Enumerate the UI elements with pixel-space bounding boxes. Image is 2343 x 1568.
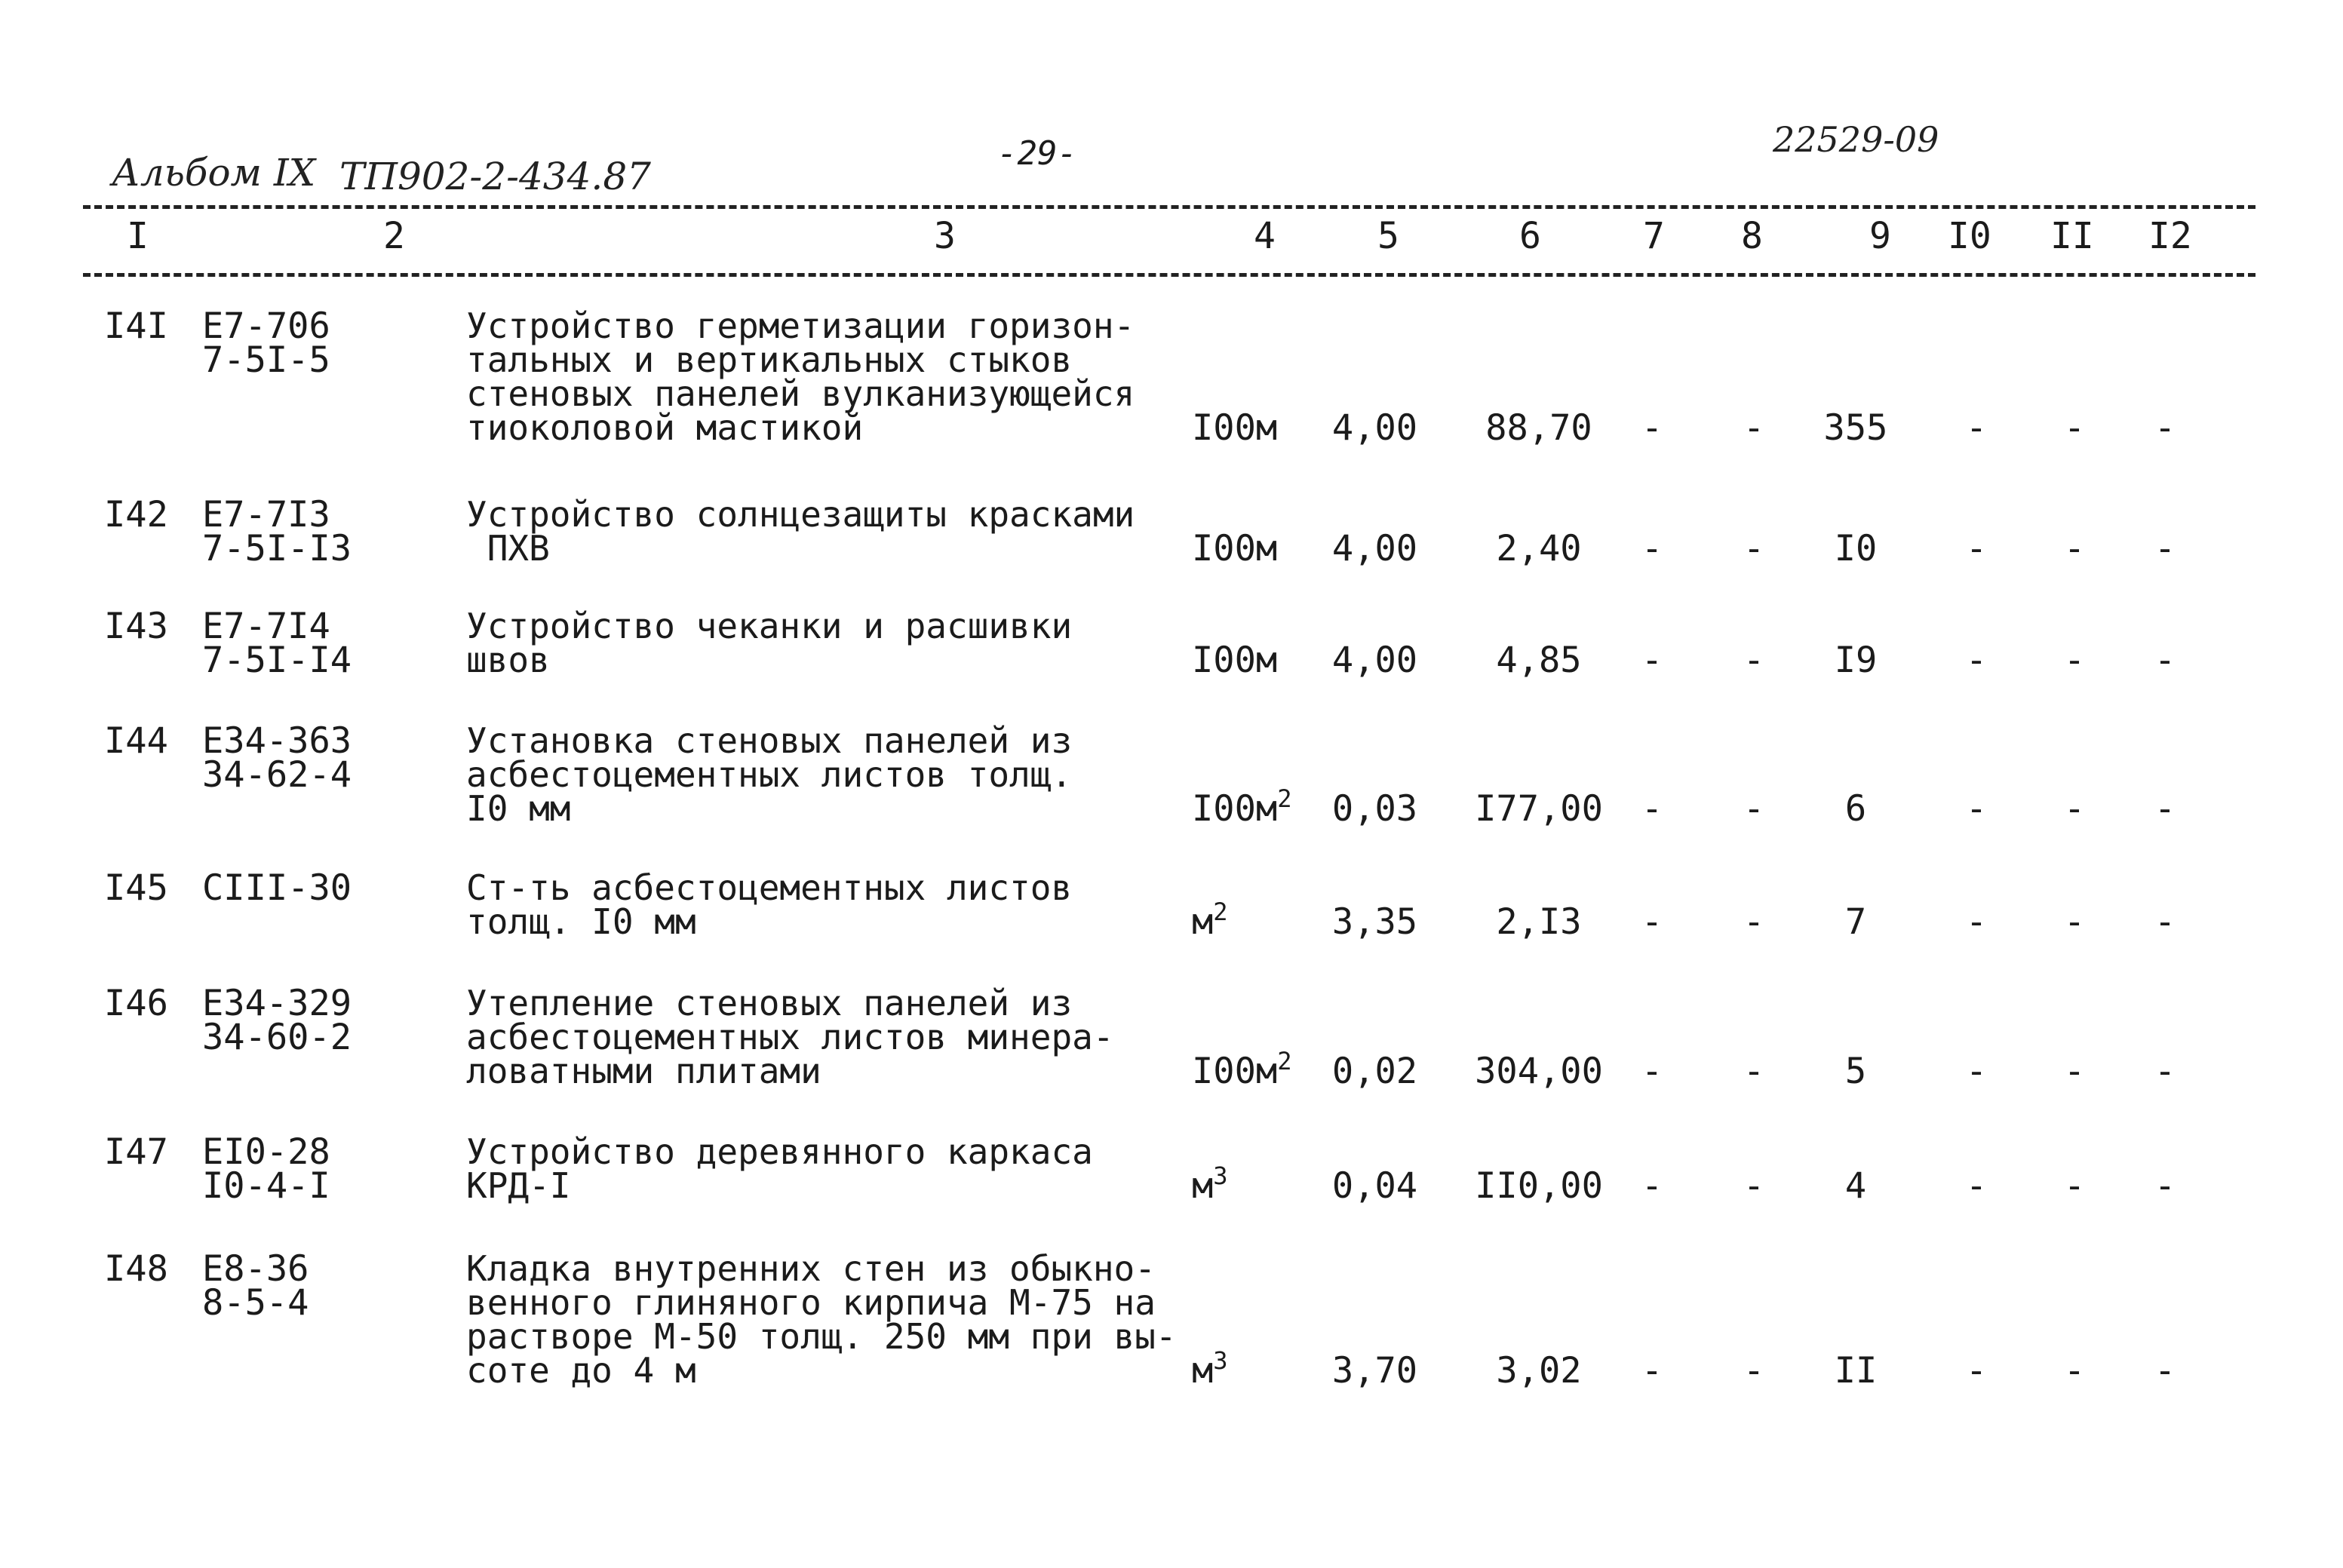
- unit-text: I00м: [1192, 1051, 1278, 1092]
- value-col-5: 0,02: [1331, 1051, 1418, 1092]
- row-number: I48: [104, 1248, 168, 1290]
- work-description-line: Ст-ть асбестоцементных листов: [466, 867, 1073, 908]
- value-col-5: 4,00: [1331, 528, 1418, 569]
- norm-code-secondary: 7-5I-I3: [202, 528, 352, 569]
- column-header: 7: [1643, 215, 1665, 257]
- norm-code: СIII-30: [202, 867, 352, 909]
- value-col-6: I77,00: [1475, 788, 1603, 830]
- work-description-line: соте до 4 м: [466, 1350, 696, 1391]
- work-description-line: Устройство герметизации горизон-: [466, 305, 1135, 346]
- work-description-line: венного глиняного кирпича М-75 на: [466, 1282, 1156, 1323]
- work-description-line: КРД-I: [466, 1165, 571, 1206]
- column-header: I: [127, 215, 149, 257]
- value-col-12: -: [2154, 1051, 2176, 1092]
- value-col-10: -: [1965, 528, 1988, 569]
- unit-superscript: 3: [1213, 1346, 1228, 1375]
- norm-code-secondary: I0-4-I: [202, 1165, 330, 1207]
- value-col-8: -: [1743, 528, 1765, 569]
- value-col-12: -: [2154, 407, 2176, 449]
- value-col-8: -: [1743, 640, 1765, 681]
- value-col-10: -: [1965, 788, 1988, 830]
- work-description-line: швов: [466, 640, 550, 680]
- value-col-6: 2,40: [1496, 528, 1582, 569]
- header-rule-top: [83, 205, 2255, 209]
- work-description-line: Устройство солнцезащиты красками: [466, 494, 1135, 535]
- value-col-7: -: [1641, 901, 1663, 943]
- norm-code: ЕI0-28: [202, 1131, 330, 1173]
- work-description-line: I0 мм: [466, 788, 571, 829]
- value-col-9: 7: [1844, 901, 1867, 943]
- unit-text: м: [1192, 1165, 1214, 1207]
- unit-text: I00м: [1192, 788, 1278, 830]
- row-number: I46: [104, 983, 168, 1024]
- column-header: 5: [1377, 215, 1399, 257]
- work-description-line: Утепление стеновых панелей из: [466, 983, 1073, 1023]
- value-col-12: -: [2154, 640, 2176, 681]
- unit-text: I00м: [1192, 407, 1278, 449]
- work-description-line: Устройство чеканки и расшивки: [466, 606, 1073, 646]
- value-col-11: -: [2063, 1165, 2086, 1207]
- work-description-line: стеновых панелей вулканизующейся: [466, 373, 1135, 414]
- unit-of-measure: [1192, 528, 1278, 569]
- norm-code: Е7-7I4: [202, 606, 330, 647]
- unit-of-measure: [1192, 640, 1278, 681]
- value-col-9: 6: [1844, 788, 1867, 830]
- unit-text: I00м: [1192, 528, 1278, 569]
- column-header: 4: [1254, 215, 1276, 257]
- work-description-line: ПХВ: [466, 528, 550, 569]
- value-col-6: 2,I3: [1496, 901, 1582, 943]
- unit-superscript: 2: [1277, 784, 1292, 813]
- work-description-line: тиоколовой мастикой: [466, 407, 864, 448]
- project-number: ТП902-2-434.87: [339, 155, 651, 198]
- work-description-line: Кладка внутренних стен из обыкно-: [466, 1248, 1156, 1289]
- value-col-8: -: [1743, 901, 1765, 943]
- norm-code-secondary: 34-60-2: [202, 1017, 352, 1058]
- value-col-12: -: [2154, 528, 2176, 569]
- column-header: 9: [1869, 215, 1891, 257]
- value-col-7: -: [1641, 528, 1663, 569]
- album-label: Альбом IX: [112, 151, 316, 195]
- unit-of-measure: [1192, 407, 1278, 449]
- unit-text: м: [1192, 1350, 1214, 1392]
- value-col-8: -: [1743, 1165, 1765, 1207]
- value-col-7: -: [1641, 407, 1663, 449]
- value-col-11: -: [2063, 1350, 2086, 1392]
- value-col-9: 355: [1823, 407, 1888, 449]
- value-col-6: 88,70: [1485, 407, 1592, 449]
- value-col-9: II: [1834, 1350, 1878, 1392]
- norm-code-secondary: 8-5-4: [202, 1282, 309, 1324]
- value-col-8: -: [1743, 1350, 1765, 1392]
- unit-text: м: [1192, 901, 1214, 943]
- column-header: 8: [1741, 215, 1763, 257]
- value-col-6: 3,02: [1496, 1350, 1582, 1392]
- row-number: I43: [104, 606, 168, 647]
- column-header: I2: [2148, 215, 2192, 257]
- row-number: I45: [104, 867, 168, 909]
- column-header: I0: [1948, 215, 1991, 257]
- value-col-7: -: [1641, 1051, 1663, 1092]
- header-rule-bottom: [83, 273, 2255, 277]
- value-col-8: -: [1743, 1051, 1765, 1092]
- work-description-line: тальных и вертикальных стыков: [466, 339, 1073, 380]
- norm-code-secondary: 7-5I-5: [202, 339, 330, 381]
- value-col-12: -: [2154, 901, 2176, 943]
- value-col-10: -: [1965, 407, 1988, 449]
- value-col-8: -: [1743, 407, 1765, 449]
- value-col-5: 0,03: [1331, 788, 1418, 830]
- value-col-10: -: [1965, 901, 1988, 943]
- value-col-10: -: [1965, 1165, 1988, 1207]
- work-description-line: толщ. I0 мм: [466, 901, 696, 942]
- unit-superscript: 2: [1277, 1047, 1292, 1076]
- value-col-7: -: [1641, 640, 1663, 681]
- value-col-8: -: [1743, 788, 1765, 830]
- unit-of-measure: [1192, 898, 1228, 943]
- value-col-5: 3,70: [1331, 1350, 1418, 1392]
- value-col-6: 304,00: [1475, 1051, 1603, 1092]
- row-number: I47: [104, 1131, 168, 1173]
- value-col-9: 4: [1844, 1165, 1867, 1207]
- value-col-11: -: [2063, 528, 2086, 569]
- unit-text: I00м: [1192, 640, 1278, 681]
- value-col-11: -: [2063, 788, 2086, 830]
- value-col-7: -: [1641, 788, 1663, 830]
- column-header: 2: [383, 215, 405, 257]
- value-col-5: 4,00: [1331, 407, 1418, 449]
- unit-of-measure: [1192, 1346, 1228, 1392]
- unit-of-measure: [1192, 784, 1292, 830]
- column-header: II: [2050, 215, 2094, 257]
- value-col-12: -: [2154, 1350, 2176, 1392]
- document-number: 22529-09: [1773, 119, 1939, 160]
- work-description-line: асбестоцементных листов толщ.: [466, 754, 1073, 795]
- norm-code-secondary: 34-62-4: [202, 754, 352, 796]
- work-description-line: Устройство деревянного каркаса: [466, 1131, 1093, 1172]
- value-col-7: -: [1641, 1165, 1663, 1207]
- row-number: I42: [104, 494, 168, 535]
- unit-superscript: 3: [1213, 1161, 1228, 1190]
- value-col-6: II0,00: [1475, 1165, 1603, 1207]
- value-col-9: 5: [1844, 1051, 1867, 1092]
- value-col-9: I9: [1834, 640, 1878, 681]
- value-col-9: I0: [1834, 528, 1878, 569]
- value-col-10: -: [1965, 1051, 1988, 1092]
- row-number: I44: [104, 720, 168, 762]
- row-number: I4I: [104, 305, 168, 347]
- value-col-5: 0,04: [1331, 1165, 1418, 1207]
- norm-code: Е7-706: [202, 305, 330, 347]
- value-col-7: -: [1641, 1350, 1663, 1392]
- value-col-5: 3,35: [1331, 901, 1418, 943]
- work-description-line: ловатными плитами: [466, 1051, 821, 1091]
- column-header: 6: [1519, 215, 1541, 257]
- page-number: -29-: [997, 134, 1077, 173]
- value-col-12: -: [2154, 788, 2176, 830]
- value-col-11: -: [2063, 640, 2086, 681]
- norm-code: Е7-7I3: [202, 494, 330, 535]
- unit-of-measure: [1192, 1161, 1228, 1207]
- column-header: 3: [934, 215, 956, 257]
- value-col-11: -: [2063, 901, 2086, 943]
- value-col-12: -: [2154, 1165, 2176, 1207]
- work-description-line: Установка стеновых панелей из: [466, 720, 1073, 761]
- norm-code: Е34-329: [202, 983, 352, 1024]
- value-col-10: -: [1965, 1350, 1988, 1392]
- work-description-line: асбестоцементных листов минера-: [466, 1017, 1114, 1057]
- value-col-11: -: [2063, 407, 2086, 449]
- value-col-11: -: [2063, 1051, 2086, 1092]
- unit-superscript: 2: [1213, 898, 1228, 926]
- norm-code: Е34-363: [202, 720, 352, 762]
- value-col-5: 4,00: [1331, 640, 1418, 681]
- norm-code-secondary: 7-5I-I4: [202, 640, 352, 681]
- value-col-10: -: [1965, 640, 1988, 681]
- work-description-line: растворе М-50 толщ. 250 мм при вы-: [466, 1316, 1177, 1357]
- unit-of-measure: [1192, 1047, 1292, 1092]
- norm-code: Е8-36: [202, 1248, 309, 1290]
- value-col-6: 4,85: [1496, 640, 1582, 681]
